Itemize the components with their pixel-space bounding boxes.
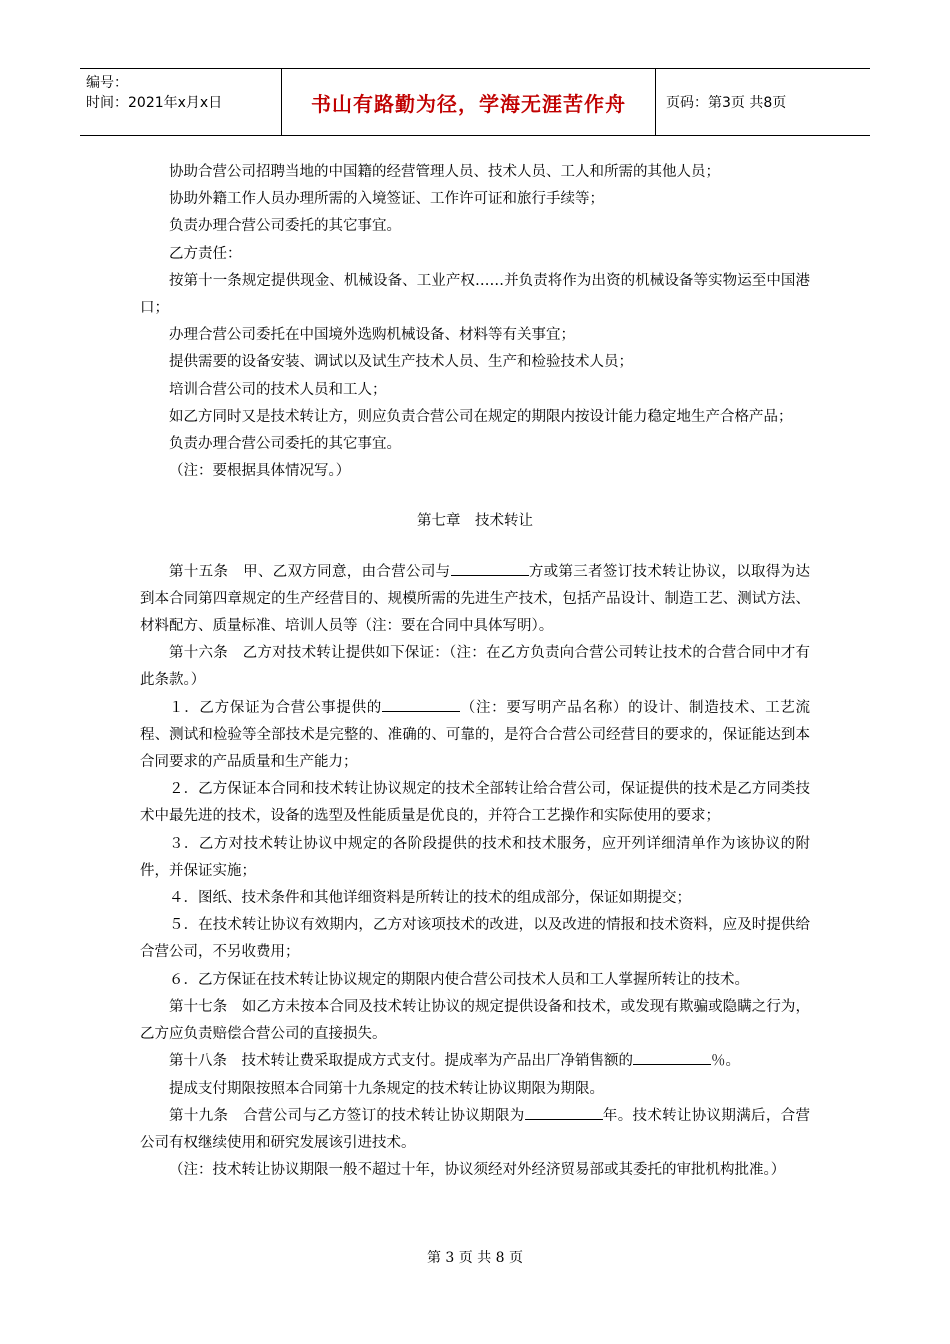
- article-text: 方或第三者签订技术转让协议，以取得为达到本合同第四章规定的生产经营目的、规模所需的先进生产技术，包括产品设计、制造工艺、测试方法、材料配方、质量标准、培训人员等（注：要在合同中具体写明）。: [140, 563, 810, 635]
- document-time-label: 时间：2021年x月x日: [86, 95, 223, 111]
- paragraph: （注：要根据具体情况写。）: [169, 463, 351, 480]
- header-page-info: 页码：第3页 共8页: [666, 95, 787, 111]
- document-number-label: 编号：: [86, 75, 128, 91]
- article-text: 年。技术转让协议期满后，合营公司有权继续使用和研究发展该引进技术。: [140, 1107, 810, 1151]
- article-text: 第十八条 技术转让费采取提成方式支付。提成率为产品出厂净销售额的: [169, 1053, 633, 1070]
- paragraph: 如乙方同时又是技术转让方，则应负责合营公司在规定的期限内按设计能力稳定地生产合格产品；: [169, 408, 793, 425]
- list-item: ４．图纸、技术条件和其他详细资料是所转让的技术的组成部分，保证如期提交；: [169, 890, 691, 907]
- article-text: ％。: [711, 1053, 740, 1070]
- paragraph: 提成支付期限按照本合同第十九条规定的技术转让协议期限为期限。: [169, 1080, 604, 1097]
- paragraph: 按第十一条规定提供现金、机械设备、工业产权……并负责将作为出资的机械设备等实物运至中国港口；: [140, 272, 810, 317]
- article-text: 第十九条 合营公司与乙方签订的技术转让协议期限为: [169, 1107, 525, 1124]
- article-text: 第十五条 甲、乙双方同意，由合营公司与: [169, 563, 451, 580]
- page-footer: 第 3 页 共 8 页: [426, 1250, 524, 1266]
- paragraph: 负责办理合营公司委托的其它事宜。: [169, 218, 401, 235]
- paragraph: 乙方责任：: [169, 245, 242, 262]
- paragraph: 协助外籍工作人员办理所需的入境签证、工作许可证和旅行手续等；: [169, 191, 604, 208]
- item-text: （注：要写明产品名称）的设计、制造技术、工艺流程、测试和检验等全部技术是完整的、准确的、可靠的，是符合合营公司经营目的要求的，保证能达到本合同要求的产品质量和生产能力；: [140, 699, 811, 771]
- document-body: [140, 159, 810, 1184]
- list-item: ５．在技术转让协议有效期内，乙方对该项技术的改进，以及改进的情报和技术资料，应及时提供给合营公司，不另收费用；: [140, 917, 810, 961]
- list-item: ２．乙方保证本合同和技术转让协议规定的技术全部转让给合营公司，保证提供的技术是乙方同类技术中最先进的技术，设备的选型及性能质量是优良的，并符合工艺操作和实际使用的要求；: [140, 781, 810, 825]
- paragraph: 培训合营公司的技术人员和工人；: [169, 381, 387, 398]
- list-item: ６．乙方保证在技术转让协议规定的期限内使合营公司技术人员和工人掌握所转让的技术。: [169, 971, 749, 988]
- list-item: ３．乙方对技术转让协议中规定的各阶段提供的技术和技术服务，应开列详细清单作为该协议的附件，并保证实施；: [140, 835, 810, 879]
- paragraph: 办理合营公司委托在中国境外选购机械设备、材料等有关事宜；: [169, 327, 575, 344]
- article-18: [140, 1048, 810, 1075]
- fill-blank: [633, 1050, 711, 1065]
- chapter-heading: 第七章 技术转让: [417, 513, 533, 530]
- paragraph: 协助合营公司招聘当地的中国籍的经营管理人员、技术人员、工人和所需的其他人员；: [169, 164, 720, 180]
- page-header: [80, 68, 870, 136]
- article-15: [140, 559, 810, 641]
- article-17: 第十七条 如乙方未按本合同及技术转让协议的规定提供设备和技术，或发现有欺骗或隐瞒之行为，乙方应负责赔偿合营公司的直接损失。: [140, 998, 810, 1043]
- fill-blank: [525, 1105, 603, 1120]
- list-item: [140, 695, 810, 777]
- article-19: [140, 1103, 810, 1157]
- item-text: １．乙方保证为合营公事提供的: [169, 699, 383, 716]
- header-motto: 书山有路勤为径，学海无涯苦作舟: [282, 69, 656, 135]
- fill-blank: [451, 561, 529, 576]
- header-meta: [80, 69, 282, 135]
- paragraph: 负责办理合营公司委托的其它事宜。: [169, 436, 401, 453]
- fill-blank: [382, 697, 460, 712]
- paragraph: 提供需要的设备安装、调试以及试生产技术人员、生产和检验技术人员；: [169, 354, 633, 371]
- article-16: 第十六条 乙方对技术转让提供如下保证：（注：在乙方负责向合营公司转让技术的合营合同中才有此条款。）: [140, 645, 810, 689]
- note: （注：技术转让协议期限一般不超过十年，协议须经对外经济贸易部或其委托的审批机构批准。）: [169, 1162, 786, 1179]
